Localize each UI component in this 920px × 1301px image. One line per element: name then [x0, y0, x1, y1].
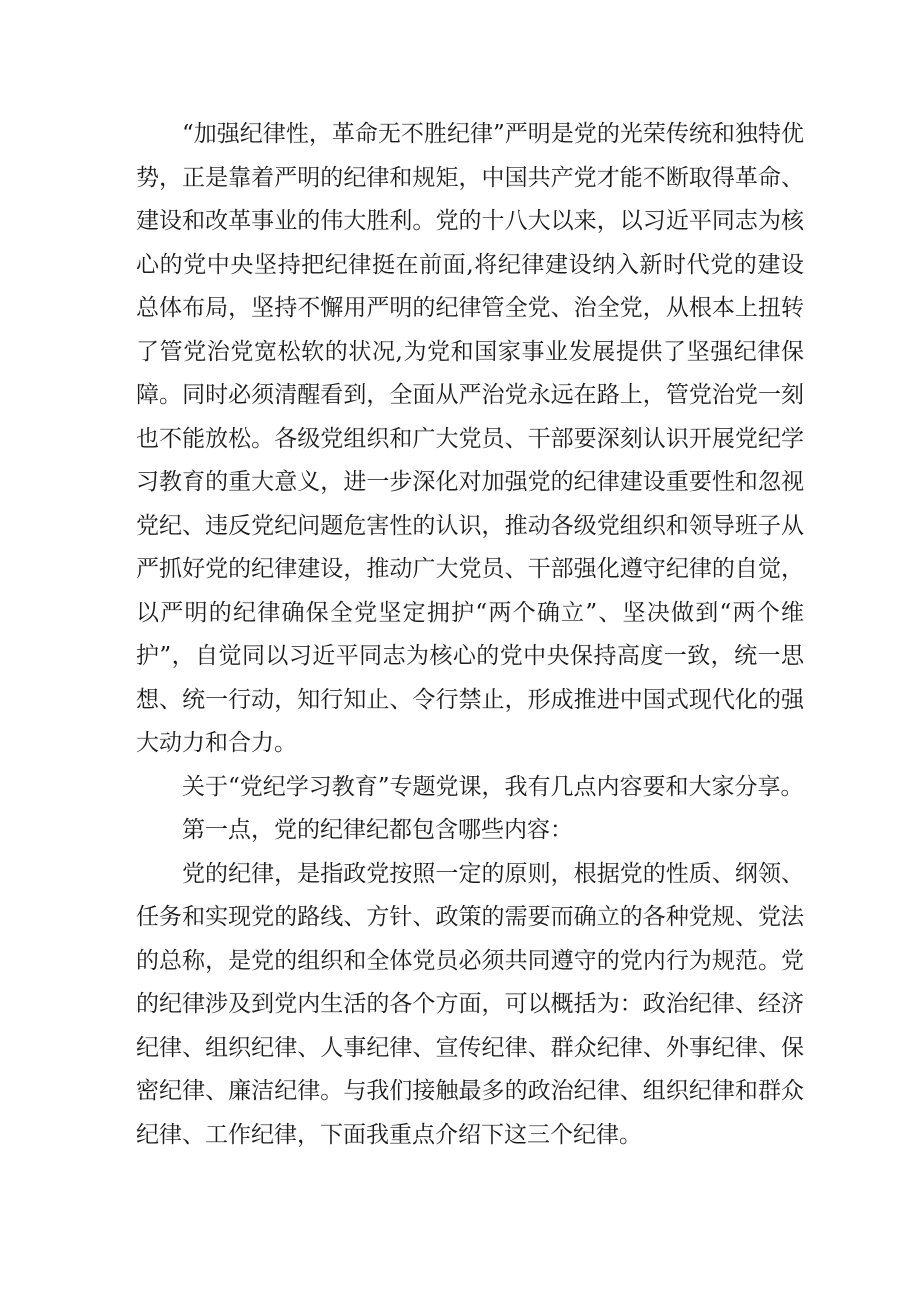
- paragraph-point-one-heading: 第一点，党的纪律纪都包含哪些内容：: [182, 817, 573, 843]
- paragraph-definition: 党的纪律，是指政党按照一定的原则，根据党的性质、纲领、任务和实现党的路线、方针、政策的需要而确立的各种党规、党法的总称，是党的组织和全体党员必须共同遵守的党内行为规范。党的纪律涉及到党内生活的各个方面，可以概括为：政治纪律、经济纪律、组织纪律、人事纪律、宣传纪律、群众纪律、外事纪律、保密纪律、廉洁纪律。与我们接触最多的政治纪律、组织纪律和群众纪律、工作纪律，下面我重点介绍下这三个纪律。: [136, 860, 804, 1148]
- paragraph-topic: 关于“党纪学习教育”专题党课，我有几点内容要和大家分享。: [182, 773, 804, 800]
- document-body: [136, 113, 804, 1157]
- paragraph-intro: “加强纪律性，革命无不胜纪律”严明是党的光荣传统和独特优势，正是靠着严明的纪律和规矩，中国共产党才能不断取得革命、建设和改革事业的伟大胜利。党的十八大以来，以习近平同志为核心的党中央坚持把纪律挺在前面,将纪律建设纳入新时代党的建设总体布局，坚持不懈用严明的纪律管全党、治全党，从根本上扭转了管党治党宽松软的状况,为党和国家事业发展提供了坚强纪律保障。同时必须清醒看到，全面从严治党永远在路上，管党治党一刻也不能放松。各级党组织和广大党员、干部要深刻认识开展党纪学习教育的重大意义，进一步深化对加强党的纪律建设重要性和忽视党纪、违反党纪问题危害性的认识，推动各级党组织和领导班子从严抓好党的纪律建设，推动广大党员、干部强化遵守纪律的自觉，以严明的纪律确保全党坚定拥护“两个确立”、坚决做到“两个维护”，自觉同以习近平同志为核心的党中央保持高度一致，统一思想、统一行动，知行知止、令行禁止，形成推进中国式现代化的强大动力和合力。: [136, 121, 804, 756]
